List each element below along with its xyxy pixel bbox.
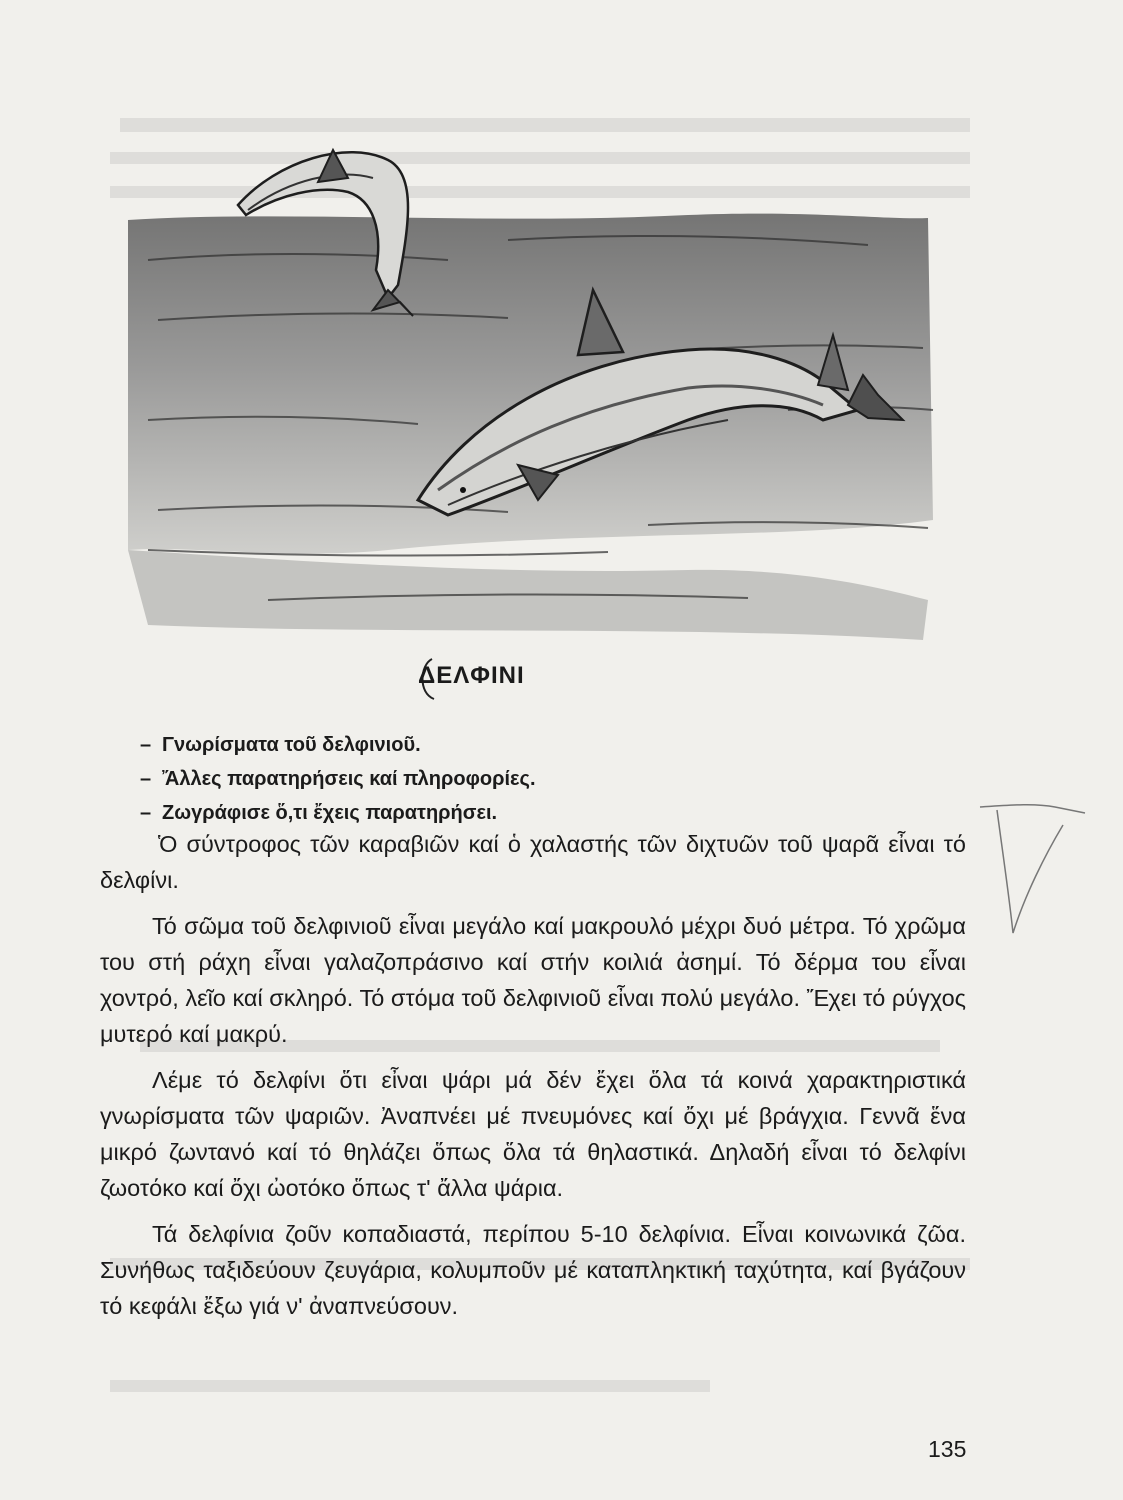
paragraph: Ὁ σύντροφος τῶν καραβιῶν καί ὁ χαλαστής τῶν διχτυῶν τοῦ ψαρᾶ εἶναι τό δελφίνι. [100, 831, 966, 893]
dolphin-illustration [88, 120, 958, 650]
task-dash: – [140, 734, 152, 756]
task-item [140, 796, 536, 830]
task-dash: – [140, 768, 152, 790]
task-text: Ἄλλες παρατηρήσεις καί πληροφορίες. [162, 768, 536, 790]
task-dash: – [140, 802, 152, 824]
pencil-mark-icon [975, 795, 1095, 945]
paragraph: Τά δελφίνια ζοῦν κοπαδιαστά, περίπου 5-10 δελφίνια. Εἶναι κοινωνικά ζῶα. Συνήθως ταξιδεύουν ζευγάρια, κολυμποῦν μέ καταπληκτική ταχύτητα, καί βγάζουν τό κεφάλι ἔξω γιά ν' ἀναπνεύσουν. [100, 1221, 966, 1319]
task-list [140, 728, 536, 830]
task-item [140, 762, 536, 796]
task-text: Γνωρίσματα τοῦ δελφινιοῦ. [162, 734, 421, 756]
body-text [100, 826, 966, 1334]
task-text: Ζωγράφισε ὅ,τι ἔχεις παρατηρήσει. [162, 802, 498, 824]
paragraph: Λέμε τό δελφίνι ὅτι εἶναι ψάρι μά δέν ἔχει ὅλα τά κοινά χαρακτηριστικά γνωρίσματα τῶν ψαριῶν. Ἀναπνέει μέ πνευμόνες καί ὄχι μέ βράγχια. Γεννᾶ ἕνα μικρό ζωντανό καί τό θηλάζει ὅπως ὅλα τά θηλαστικά. Δηλαδή εἶναι τό δελφίνι ζωοτόκο καί ὄχι ὠοτόκο ὅπως τ' ἄλλα ψάρια. [100, 1067, 966, 1201]
task-item [140, 728, 536, 762]
page-number: 135 [928, 1436, 967, 1462]
figure-caption-title: ΔΕΛΦΙΝΙ [418, 662, 525, 689]
paragraph: Τό σῶμα τοῦ δελφινιοῦ εἶναι μεγάλο καί μακρουλό μέχρι δυό μέτρα. Τό χρῶμα του στή ράχη εἶναι γαλαζοπράσινο καί στήν κοιλιά ἀσημί. Τό δέρμα του εἶναι χοντρό, λεῖο καί σκληρό. Τό στόμα τοῦ δελφινιοῦ εἶναι πολύ μεγάλο. Ἔχει τό ρύγχος μυτερό καί μακρύ. [100, 913, 966, 1047]
